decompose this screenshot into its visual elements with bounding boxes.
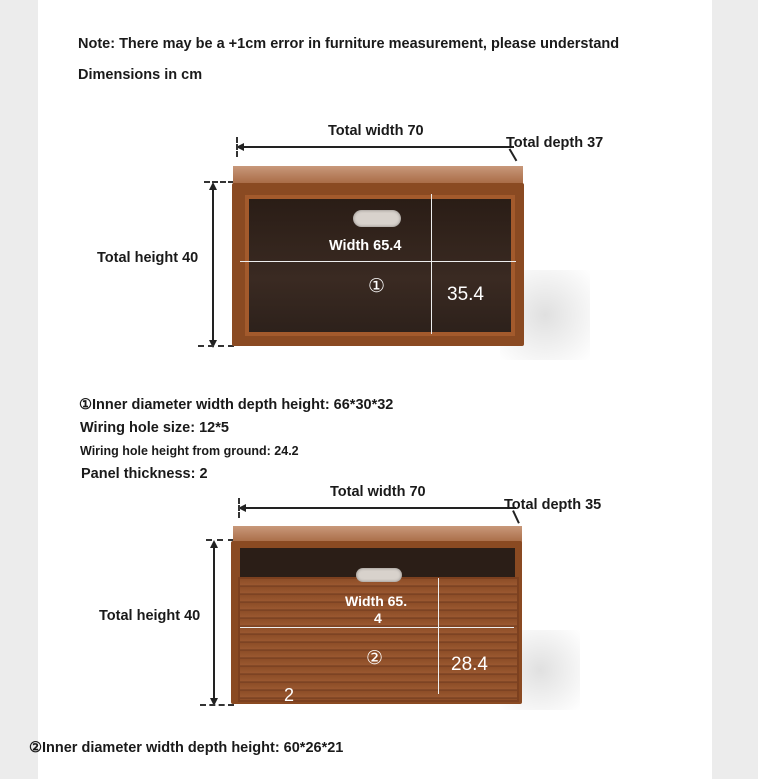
cabinet1-height-tick-bottom: [198, 345, 234, 347]
cabinet2-total-depth-label: Total depth 35: [504, 497, 602, 513]
cabinet1-handle: [353, 210, 401, 227]
cabinet2-panel-mark: 2: [284, 685, 295, 705]
cabinet1-height-line: [212, 184, 214, 346]
cabinet2-total-width-label: Total width 70: [330, 484, 426, 500]
cabinet2-inner-height-line: [438, 578, 439, 694]
spec-inner-dimensions-1: ①Inner diameter width depth height: 66*30*32: [79, 397, 394, 413]
cabinet1-total-width-label: Total width 70: [328, 123, 424, 139]
cabinet2-inner-width-label-b: 4: [374, 610, 382, 626]
cabinet2-inner-width-line: [240, 627, 514, 628]
cabinet2-width-tick-left: [238, 498, 240, 518]
cabinet1-inner-width-line: [240, 261, 516, 262]
spec-inner-dimensions-2: ②Inner diameter width depth height: 60*26*21: [29, 740, 344, 756]
cabinet1-top-panel: [233, 166, 523, 184]
measurement-note: Note: There may be a +1cm error in furniture measurement, please understand: [78, 36, 620, 52]
cabinet2-height-line: [213, 542, 215, 704]
cabinet2-width-line: [240, 507, 516, 509]
cabinet2-total-height-label: Total height 40: [99, 608, 201, 624]
spec-wiring-hole-height: Wiring hole height from ground: 24.2: [80, 444, 299, 458]
spec-panel-thickness: Panel thickness: 2: [81, 466, 208, 482]
cabinet2-inner-width-label-a: Width 65.: [345, 593, 408, 609]
cabinet2-height-tick-bottom: [200, 704, 234, 706]
cabinet1-width-tick-left: [236, 137, 238, 157]
cabinet1-width-line: [238, 146, 514, 148]
cabinet1-inner-height-line: [431, 194, 432, 334]
units-note: Dimensions in cm: [78, 67, 203, 83]
cabinet1-marker: ①: [368, 276, 386, 297]
cabinet1-height-tick-top: [204, 181, 234, 183]
cabinet2-marker: ②: [366, 648, 384, 669]
cabinet1-inner-height-label: 35.4: [447, 284, 484, 305]
arrow-up-icon: [210, 540, 218, 548]
cabinet1-total-depth-label: Total depth 37: [506, 135, 604, 151]
cabinet1-inner-width-label: Width 65.4: [329, 238, 402, 254]
spec-wiring-hole-size: Wiring hole size: 12*5: [80, 420, 229, 436]
cabinet2-height-tick-top: [206, 539, 234, 541]
cabinet2-handle: [356, 568, 402, 582]
arrow-up-icon: [209, 182, 217, 190]
cabinet1-total-height-label: Total height 40: [97, 250, 199, 266]
cabinet2-inner-height-label: 28.4: [451, 654, 488, 675]
